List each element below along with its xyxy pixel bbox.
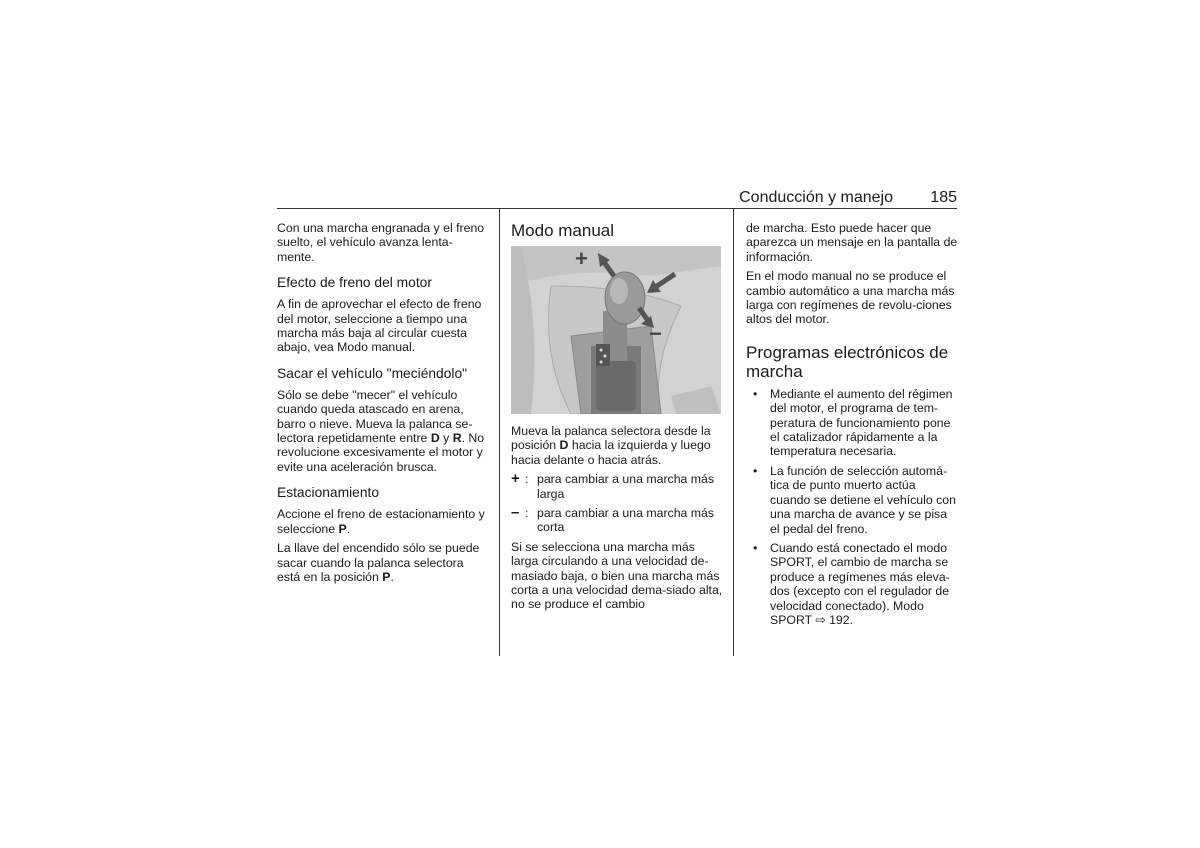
column-2 [511, 221, 723, 617]
bullet: • [753, 386, 758, 401]
bullet: • [753, 463, 758, 478]
bullet: • [753, 540, 758, 555]
minus-symbol: – [511, 504, 520, 522]
rocking-text-b: . No revolucione excesivamente el motor y evite una aceleración brusca. [277, 431, 485, 474]
column-3 [746, 221, 958, 632]
page-reference-arrow-icon: ⇨ [815, 612, 826, 627]
plus-text: para cambiar a una marcha más larga [537, 472, 715, 501]
column-1 [277, 221, 489, 589]
column-divider-1 [499, 208, 500, 656]
list-item-text: Mediante el aumento del régimen del motor, el programa de tem-peratura de funcionamiento pone el catalizador rápidamente a la temperatura necesaria. [770, 386, 953, 459]
rocking-text-a: Sólo se debe "mecer" el vehículo cuando queda atascado en arena, barro o nieve. Mueva la palanca se-lectora repetidamente entre [277, 387, 473, 446]
parking-dot: . [346, 521, 351, 536]
page-number: 185 [930, 189, 957, 206]
page-reference: 192. [825, 612, 854, 627]
parking-paragraph-2 [277, 541, 489, 584]
plus-symbol: + [511, 470, 520, 488]
plus-colon: : [525, 472, 529, 487]
section-title: Conducción y manejo [739, 189, 893, 206]
plus-definition [511, 472, 723, 501]
intro-paragraph: Con una marcha engranada y el freno suelto, el vehículo avanza lenta-mente. [277, 221, 485, 264]
manual-no-upshift-paragraph: En el modo manual no se produce el cambio automático a una marcha más larga con regímenes de revolu-ciones altos del motor. [746, 269, 955, 327]
parking-paragraph-1 [277, 507, 489, 536]
gear-lever-drawing [511, 246, 721, 414]
heading-rocking: Sacar el vehículo "meciéndolo" [277, 365, 468, 381]
parking-text2-a: La llave del encendido sólo se puede sacar cuando la palanca selectora está en la posición [277, 541, 480, 584]
gear-d: D [430, 431, 440, 446]
gear-d-manual: D [559, 438, 569, 453]
page-header [277, 188, 957, 209]
continued-paragraph: de marcha. Esto puede hacer que aparezca un mensaje en la pantalla de información. [746, 221, 958, 264]
column-divider-2 [733, 208, 734, 656]
heading-electronic-programs: Programas electrónicos de marcha [746, 342, 949, 381]
manual-text-b: hacia la izquierda y luego hacia delante o hacia atrás. [511, 438, 711, 467]
rocking-paragraph [277, 388, 489, 474]
minus-definition [511, 506, 723, 535]
list-item [746, 464, 958, 536]
heading-engine-brake: Efecto de freno del motor [277, 275, 432, 291]
minus-colon: : [525, 506, 529, 521]
engine-brake-paragraph: A fin de aprovechar el efecto de freno del motor, seleccione a tiempo una marcha más baja al circular cuesta abajo, vea Modo manual. [277, 297, 482, 355]
parking-dot-2: . [390, 569, 394, 584]
gear-r: R [452, 431, 462, 446]
manual-mode-paragraph-1 [511, 424, 723, 467]
manual-text-a: Mueva la palanca selectora desde la posición [511, 424, 711, 453]
figure-minus-label: − [649, 321, 662, 346]
gear-p: P [338, 521, 347, 536]
gear-p-2: P [382, 569, 391, 584]
gear-lever-illustration [511, 246, 721, 414]
minus-text: para cambiar a una marcha más corta [537, 506, 715, 535]
list-item-text: Cuando está conectado el modo SPORT, el cambio de marcha se produce a regímenes más eleva-dos (excepto con el regulador de velocidad conectado). Modo SPORT [770, 540, 950, 627]
list-item-text: La función de selección automá-tica de punto muerto actúa cuando se detiene el vehículo con una marcha de avance y se pisa el pedal del freno. [770, 463, 956, 536]
parking-text-a: Accione el freno de estacionamiento y seleccione [277, 507, 485, 536]
heading-manual-mode: Modo manual [511, 221, 615, 240]
electronic-programs-list [746, 387, 958, 628]
list-item [746, 387, 958, 459]
list-item [746, 541, 958, 627]
heading-parking: Estacionamiento [277, 485, 380, 501]
manual-mode-paragraph-2: Si se selecciona una marcha más larga circulando a una velocidad de-masiado baja, o bien una marcha más corta a una velocidad dema-siado alta, no se produce el cambio [511, 539, 723, 612]
figure-plus-label: + [575, 246, 588, 271]
rocking-and: y [439, 431, 453, 446]
